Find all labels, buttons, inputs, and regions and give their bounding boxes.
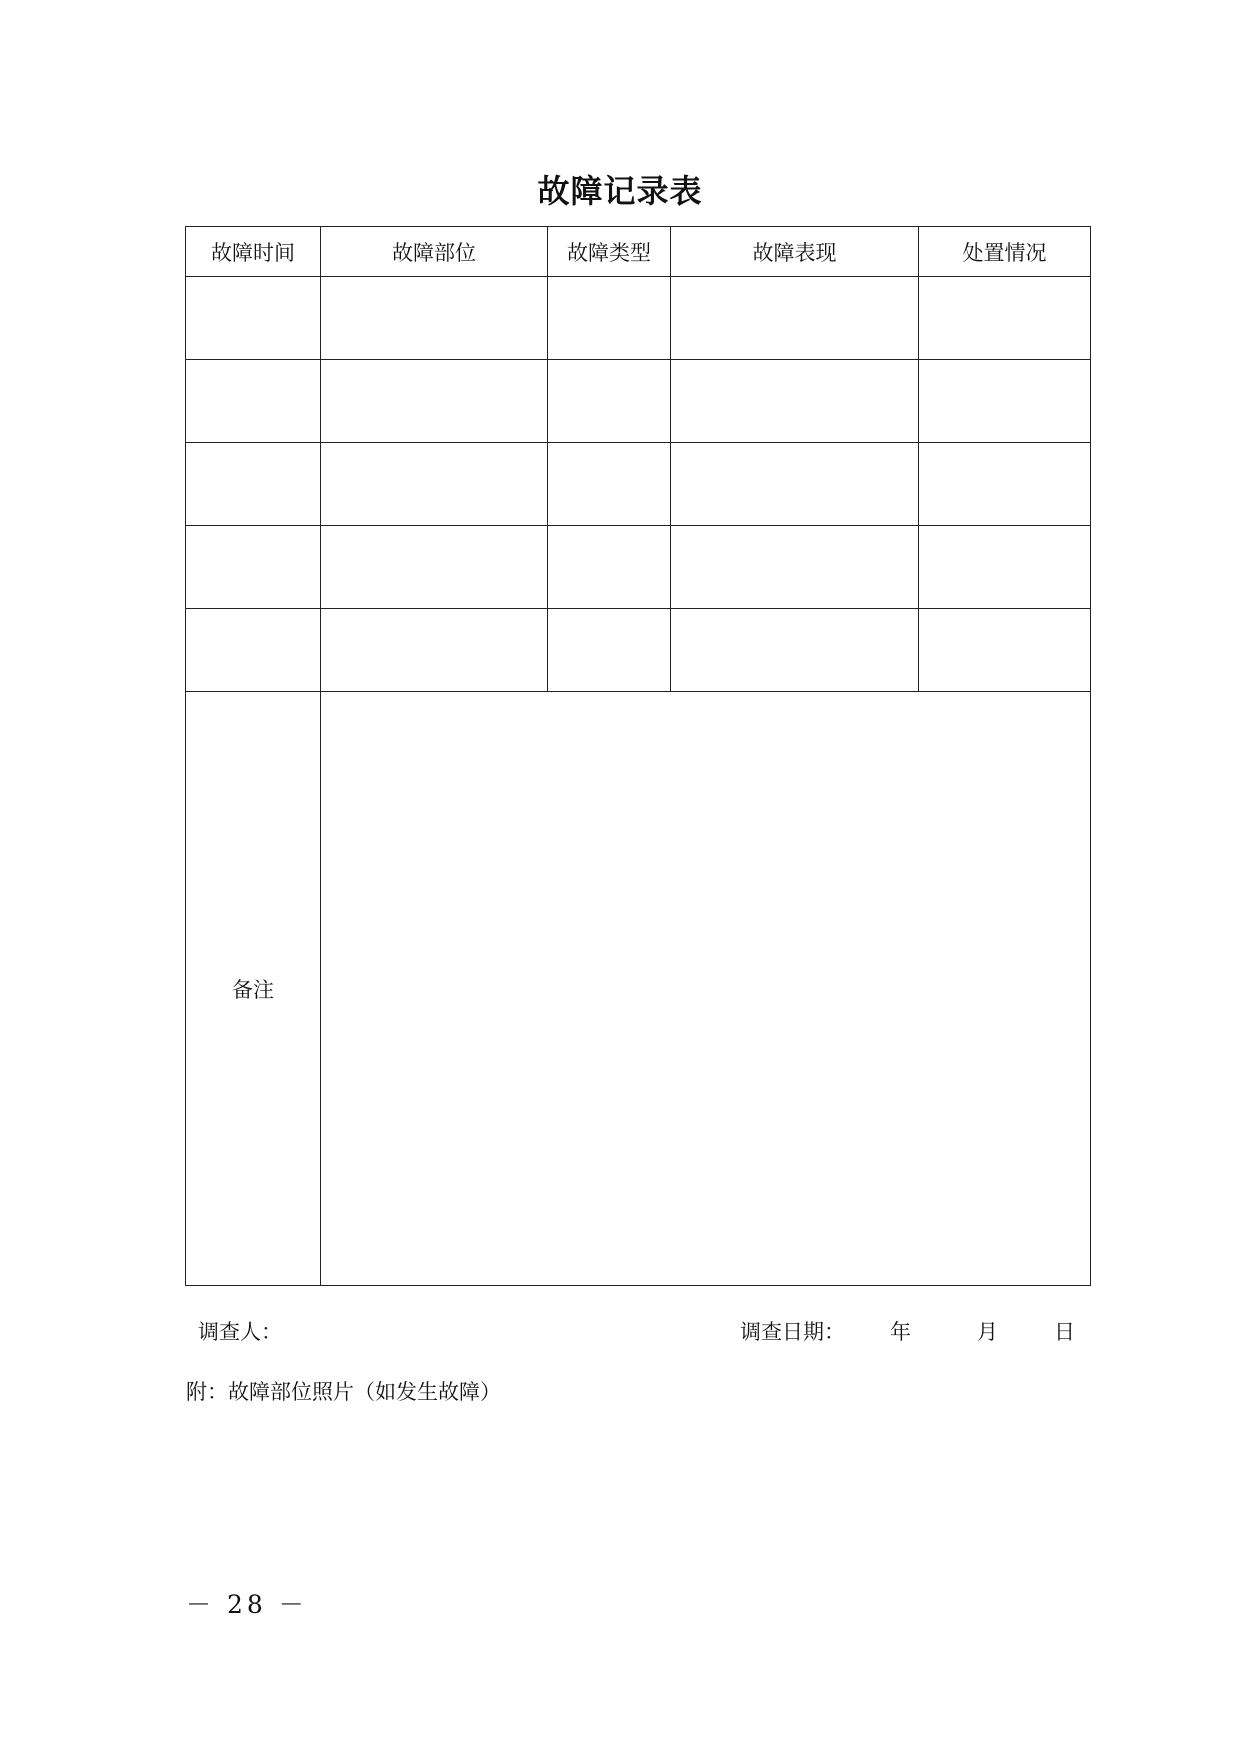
investigator-label: 调查人： <box>198 1320 282 1344</box>
fault-record-table <box>185 226 1091 1286</box>
table-row <box>186 360 1091 443</box>
table-cell[interactable] <box>919 360 1091 443</box>
table-cell[interactable] <box>321 360 548 443</box>
page-title: 故障记录表 <box>537 172 703 210</box>
table-cell[interactable] <box>548 360 671 443</box>
table-cell[interactable] <box>321 277 548 360</box>
page-number: － 28 － <box>186 1590 308 1619</box>
table-cell[interactable] <box>548 277 671 360</box>
table-cell[interactable] <box>919 609 1091 692</box>
table-cell[interactable] <box>321 443 548 526</box>
table-cell[interactable] <box>186 526 321 609</box>
survey-date-label: 调查日期： <box>740 1320 845 1344</box>
table-cell[interactable] <box>919 277 1091 360</box>
header-fault-time: 故障时间 <box>186 227 321 277</box>
table-cell[interactable] <box>671 526 919 609</box>
table-cell[interactable] <box>321 526 548 609</box>
day-label: 日 <box>1054 1320 1075 1344</box>
table-cell[interactable] <box>321 609 548 692</box>
table-cell[interactable] <box>186 443 321 526</box>
table-row <box>186 526 1091 609</box>
table-cell[interactable] <box>919 443 1091 526</box>
table-cell[interactable] <box>919 526 1091 609</box>
table-row <box>186 443 1091 526</box>
header-fault-symptom: 故障表现 <box>671 227 919 277</box>
table-cell[interactable] <box>548 526 671 609</box>
table-cell[interactable] <box>671 360 919 443</box>
table-cell[interactable] <box>548 443 671 526</box>
notes-row <box>186 692 1091 1286</box>
month-label: 月 <box>977 1320 998 1344</box>
table-cell[interactable] <box>186 277 321 360</box>
header-handling: 处置情况 <box>919 227 1091 277</box>
table-cell[interactable] <box>186 609 321 692</box>
table-row <box>186 277 1091 360</box>
notes-field[interactable] <box>321 692 1091 1286</box>
signature-line <box>0 1316 1240 1346</box>
attachment-note: 附：故障部位照片（如发生故障） <box>186 1380 501 1404</box>
header-fault-type: 故障类型 <box>548 227 671 277</box>
table-header-row <box>186 227 1091 277</box>
year-label: 年 <box>890 1320 911 1344</box>
table-cell[interactable] <box>671 443 919 526</box>
header-fault-location: 故障部位 <box>321 227 548 277</box>
table-cell[interactable] <box>186 360 321 443</box>
notes-label: 备注 <box>186 692 321 1286</box>
table-cell[interactable] <box>671 609 919 692</box>
table-row <box>186 609 1091 692</box>
table-cell[interactable] <box>671 277 919 360</box>
table-cell[interactable] <box>548 609 671 692</box>
